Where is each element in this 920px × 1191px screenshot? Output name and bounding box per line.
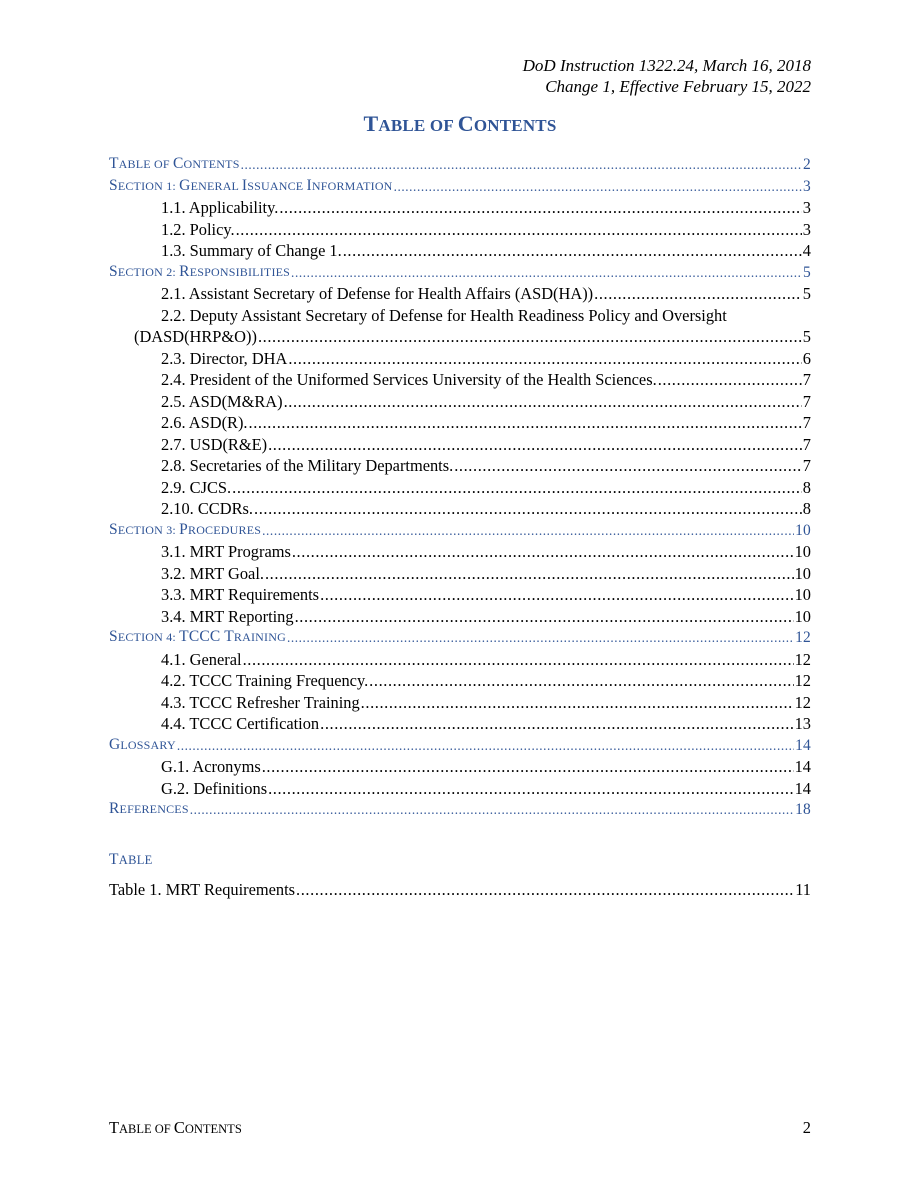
toc-link-section-3[interactable]: SECTION 3: PROCEDURES ..... 10 xyxy=(109,520,811,542)
page-footer xyxy=(109,1118,811,1138)
toc-item-g-2[interactable]: G.2. Definitions ..... 14 xyxy=(109,778,811,800)
toc-item-3-2[interactable]: 3.2. MRT Goal. ..... 10 xyxy=(109,563,811,585)
toc-item-2-3[interactable]: 2.3. Director, DHA ..... 6 xyxy=(109,348,811,370)
toc-item-2-2-continued[interactable]: (DASD(HRP&O)) ..... 5 xyxy=(109,326,811,348)
toc-item-3-1[interactable]: 3.1. MRT Programs ..... 10 xyxy=(109,541,811,563)
toc-link-section-4[interactable]: SECTION 4: TCCC TRAINING ..... 12 xyxy=(109,627,811,649)
toc-item-1-3[interactable]: 1.3. Summary of Change 1. ..... 4 xyxy=(109,240,811,262)
table-list-item-1[interactable]: Table 1. MRT Requirements ..... 11 xyxy=(109,879,811,901)
header-instruction-line: DoD Instruction 1322.24, March 16, 2018 xyxy=(522,56,811,75)
toc-item-1-1[interactable]: 1.1. Applicability. ..... 3 xyxy=(109,197,811,219)
toc-item-3-3[interactable]: 3.3. MRT Requirements ..... 10 xyxy=(109,584,811,606)
toc-link-glossary[interactable]: GLOSSARY ..... 14 xyxy=(109,735,811,757)
toc-item-2-1[interactable]: 2.1. Assistant Secretary of Defense for Health Affairs (ASD(HA)) ..... 5 xyxy=(109,283,811,305)
toc-item-1-2[interactable]: 1.2. Policy. ..... 3 xyxy=(109,219,811,241)
toc-item-3-4[interactable]: 3.4. MRT Reporting ..... 10 xyxy=(109,606,811,628)
footer-page-number: 2 xyxy=(802,1118,811,1137)
toc-item-2-8[interactable]: 2.8. Secretaries of the Military Departments. ..... 7 xyxy=(109,455,811,477)
document-header xyxy=(523,55,811,97)
toc-item-2-2[interactable]: 2.2. Deputy Assistant Secretary of Defense for Health Readiness Policy and Oversight xyxy=(161,305,727,325)
toc-link-references[interactable]: REFERENCES ..... 18 xyxy=(109,799,811,821)
page-title: TABLE OF CONTENTS xyxy=(363,111,557,136)
toc-item-2-5[interactable]: 2.5. ASD(M&RA) ..... 7 xyxy=(109,391,811,413)
toc-item-g-1[interactable]: G.1. Acronyms ..... 14 xyxy=(109,756,811,778)
header-change-line: Change 1, Effective February 15, 2022 xyxy=(545,77,811,96)
toc-link-section-2[interactable]: SECTION 2: RESPONSIBILITIES ..... 5 xyxy=(109,262,811,284)
toc-item-4-2[interactable]: 4.2. TCCC Training Frequency. ..... 12 xyxy=(109,670,811,692)
toc-item-4-4[interactable]: 4.4. TCCC Certification ..... 13 xyxy=(109,713,811,735)
toc-item-4-3[interactable]: 4.3. TCCC Refresher Training ..... 12 xyxy=(109,692,811,714)
toc-link-section-1[interactable]: SECTION 1: GENERAL ISSUANCE INFORMATION ..... 3 xyxy=(109,176,811,198)
table-of-contents xyxy=(109,154,811,821)
toc-link-table-of-contents[interactable]: TABLE OF CONTENTS ..... 2 xyxy=(109,154,811,176)
toc-item-2-6[interactable]: 2.6. ASD(R). ..... 7 xyxy=(109,412,811,434)
toc-item-2-9[interactable]: 2.9. CJCS. ..... 8 xyxy=(109,477,811,499)
toc-item-4-1[interactable]: 4.1. General ..... 12 xyxy=(109,649,811,671)
footer-section-label: TABLE OF CONTENTS xyxy=(109,1118,242,1137)
tables-heading: TABLE xyxy=(109,851,153,868)
toc-item-2-10[interactable]: 2.10. CCDRs. ..... 8 xyxy=(109,498,811,520)
toc-item-2-7[interactable]: 2.7. USD(R&E) ..... 7 xyxy=(109,434,811,456)
toc-item-2-4[interactable]: 2.4. President of the Uniformed Services University of the Health Sciences. ..... 7 xyxy=(109,369,811,391)
